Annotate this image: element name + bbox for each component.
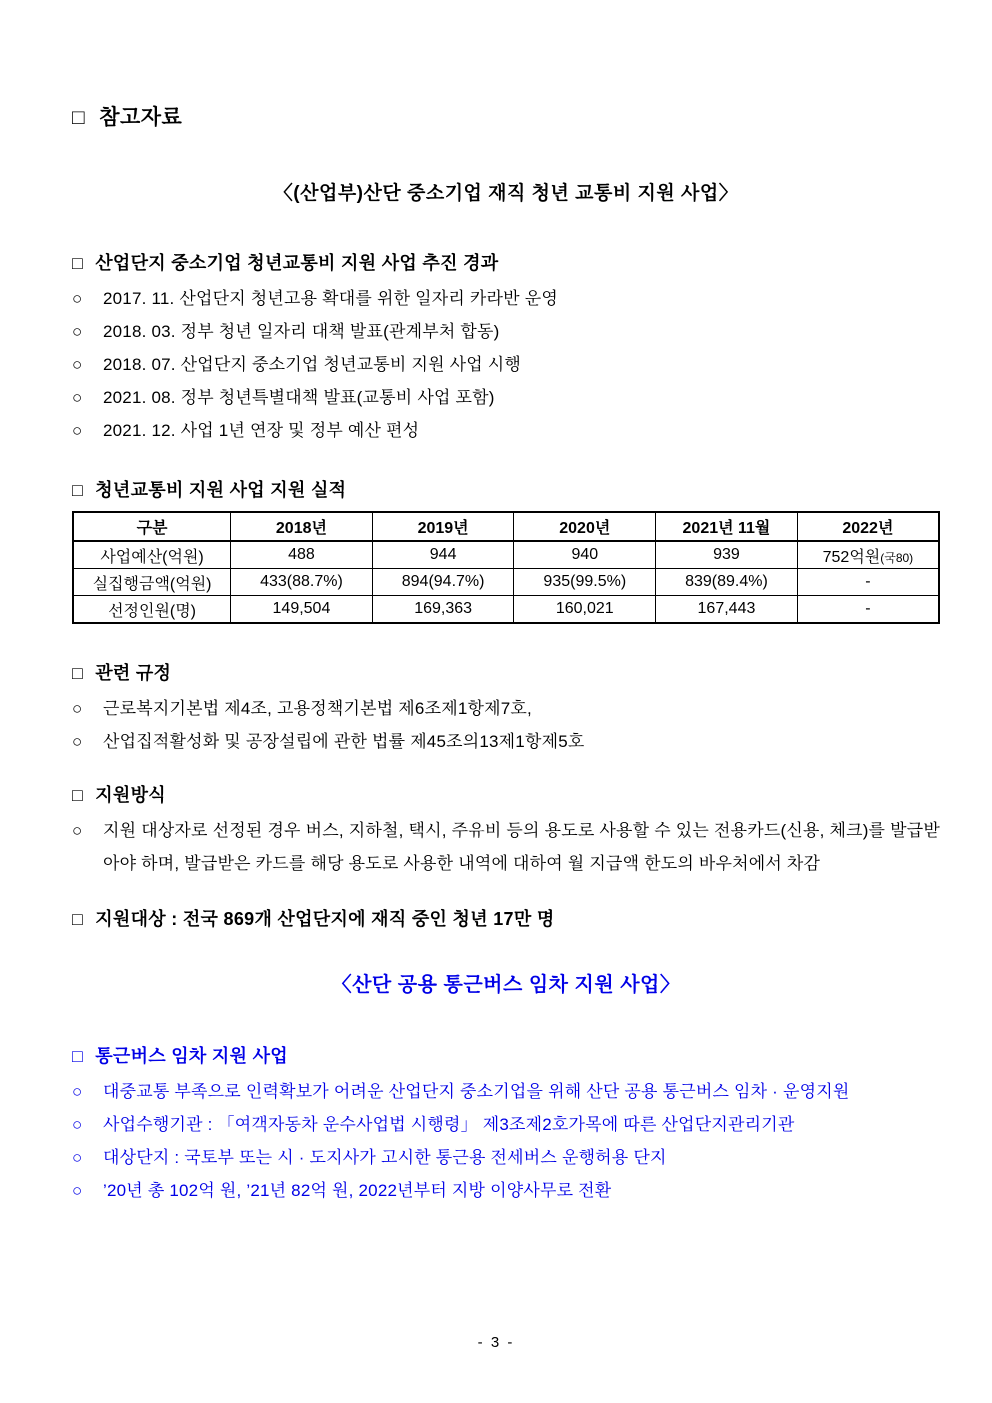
section-heading-progress [72, 251, 940, 275]
square-bullet-icon: □ [72, 909, 84, 929]
circle-bullet-icon: ○ [72, 355, 83, 374]
section-heading-target [72, 907, 940, 931]
table-row [73, 541, 939, 569]
list-item-text: ’20년 총 102억 원, ’21년 82억 원, 2022년부터 지방 이양사무로 전환 [103, 1181, 612, 1200]
table-cell: 935(99.5%) [514, 569, 656, 596]
section-heading-regulations-text: 관련 규정 [95, 663, 172, 683]
table-cell: 433(88.7%) [231, 569, 373, 596]
progress-list [72, 282, 940, 447]
section-heading-regulations [72, 661, 940, 685]
list-item [72, 414, 940, 447]
circle-bullet-icon: ○ [72, 289, 83, 308]
transport-program-title: 〈(산업부)산단 중소기업 재직 청년 교통비 지원 사업〉 [273, 183, 739, 204]
square-bullet-icon: □ [72, 106, 86, 129]
square-bullet-icon: □ [72, 1046, 84, 1066]
table-row-label: 선정인원(명) [73, 596, 231, 624]
table-cell: 149,504 [231, 596, 373, 624]
section-heading-bus [72, 1044, 940, 1068]
list-item-text: 지원 대상자로 선정된 경우 버스, 지하철, 택시, 주유비 등의 용도로 사용할 수 있는 전용카드(신용, 체크)를 발급받아야 하며, 발급받은 카드를 해당 용도로 사용한 내역에 대하여 월 지급액 한도의 바우처에서 차감 [103, 821, 940, 873]
circle-bullet-icon: ○ [72, 1115, 83, 1134]
table-header-row [73, 512, 939, 541]
circle-bullet-icon: ○ [72, 1148, 83, 1167]
section-heading-target-text: 지원대상 : 전국 869개 산업단지에 재직 중인 청년 17만 명 [95, 909, 555, 929]
table-cell: 939 [656, 541, 798, 569]
table-cell: 160,021 [514, 596, 656, 624]
list-item [72, 725, 940, 758]
table-header-cell: 2022년 [797, 512, 939, 541]
circle-bullet-icon: ○ [72, 421, 83, 440]
list-item [72, 1075, 940, 1108]
list-item-text: 대중교통 부족으로 인력확보가 어려운 산업단지 중소기업을 위해 산단 공용 통근버스 임차 · 운영지원 [103, 1082, 850, 1101]
circle-bullet-icon: ○ [72, 699, 83, 718]
list-item [72, 348, 940, 381]
list-item [72, 814, 940, 880]
list-item-text: 대상단지 : 국토부 또는 시 · 도지사가 고시한 통근용 전세버스 운행허용 단지 [103, 1148, 667, 1167]
bus-program-title: 〈산단 공용 통근버스 임차 지원 사업〉 [331, 974, 681, 996]
support-performance-table [72, 511, 940, 624]
list-item-text: 2017. 11. 산업단지 청년고용 확대를 위한 일자리 카라반 운영 [103, 289, 558, 308]
table-cell: 839(89.4%) [656, 569, 798, 596]
list-item [72, 1108, 940, 1141]
list-item [72, 692, 940, 725]
table-cell: 894(94.7%) [372, 569, 514, 596]
table-header-cell: 구분 [73, 512, 231, 541]
square-bullet-icon: □ [72, 663, 84, 683]
table-cell [797, 541, 939, 569]
bus-list [72, 1075, 940, 1207]
list-item-text: 2018. 07. 산업단지 중소기업 청년교통비 지원 사업 시행 [103, 355, 522, 374]
list-item [72, 282, 940, 315]
table-cell: 944 [372, 541, 514, 569]
section-heading-progress-text: 산업단지 중소기업 청년교통비 지원 사업 추진 경과 [95, 253, 499, 273]
table-header-cell: 2021년 11월 [656, 512, 798, 541]
table-row [73, 569, 939, 596]
list-item [72, 1174, 940, 1207]
circle-bullet-icon: ○ [72, 1082, 83, 1101]
table-row [73, 596, 939, 624]
list-item [72, 315, 940, 348]
page-number: - 3 - [477, 1334, 515, 1351]
table-cell: 488 [231, 541, 373, 569]
list-item [72, 1141, 940, 1174]
table-cell: 167,443 [656, 596, 798, 624]
table-header-cell: 2018년 [231, 512, 373, 541]
table-cell: 169,363 [372, 596, 514, 624]
table-header-cell: 2020년 [514, 512, 656, 541]
table-cell: - [797, 596, 939, 624]
list-item-text: 산업집적활성화 및 공장설립에 관한 법률 제45조의13제1항제5호 [103, 732, 585, 751]
list-item-text: 2021. 12. 사업 1년 연장 및 정부 예산 편성 [103, 421, 420, 440]
table-row-label: 실집행금액(억원) [73, 569, 231, 596]
section-heading-performance-text: 청년교통비 지원 사업 지원 실적 [95, 480, 347, 500]
list-item [72, 381, 940, 414]
section-heading-method [72, 783, 940, 807]
section-heading-bus-text: 통근버스 임차 지원 사업 [95, 1046, 288, 1066]
list-item-text: 2021. 08. 정부 청년특별대책 발표(교통비 사업 포함) [103, 388, 495, 407]
list-item-text: 근로복지기본법 제4조, 고용정책기본법 제6조제1항제7호, [103, 699, 532, 718]
list-item-text: 2018. 03. 정부 청년 일자리 대책 발표(관계부처 합동) [103, 322, 500, 341]
table-header-cell: 2019년 [372, 512, 514, 541]
square-bullet-icon: □ [72, 480, 84, 500]
table-row-label: 사업예산(억원) [73, 541, 231, 569]
table-cell: - [797, 569, 939, 596]
circle-bullet-icon: ○ [72, 821, 83, 840]
method-list [72, 814, 940, 880]
budget-2022-value: 752억원 [822, 548, 881, 566]
circle-bullet-icon: ○ [72, 388, 83, 407]
circle-bullet-icon: ○ [72, 1181, 83, 1200]
table-cell: 940 [514, 541, 656, 569]
section-heading-method-text: 지원방식 [95, 785, 166, 805]
square-bullet-icon: □ [72, 785, 84, 805]
circle-bullet-icon: ○ [72, 322, 83, 341]
circle-bullet-icon: ○ [72, 732, 83, 751]
main-heading [72, 104, 940, 132]
regulations-list [72, 692, 940, 758]
main-heading-text: 참고자료 [99, 106, 183, 129]
list-item-text: 사업수행기관 : 「여객자동차 운수사업법 시행령」 제3조제2호가목에 따른 산업단지관리기관 [103, 1115, 795, 1134]
section-heading-performance [72, 478, 940, 502]
budget-2022-note: (국80) [880, 550, 914, 565]
square-bullet-icon: □ [72, 253, 84, 273]
